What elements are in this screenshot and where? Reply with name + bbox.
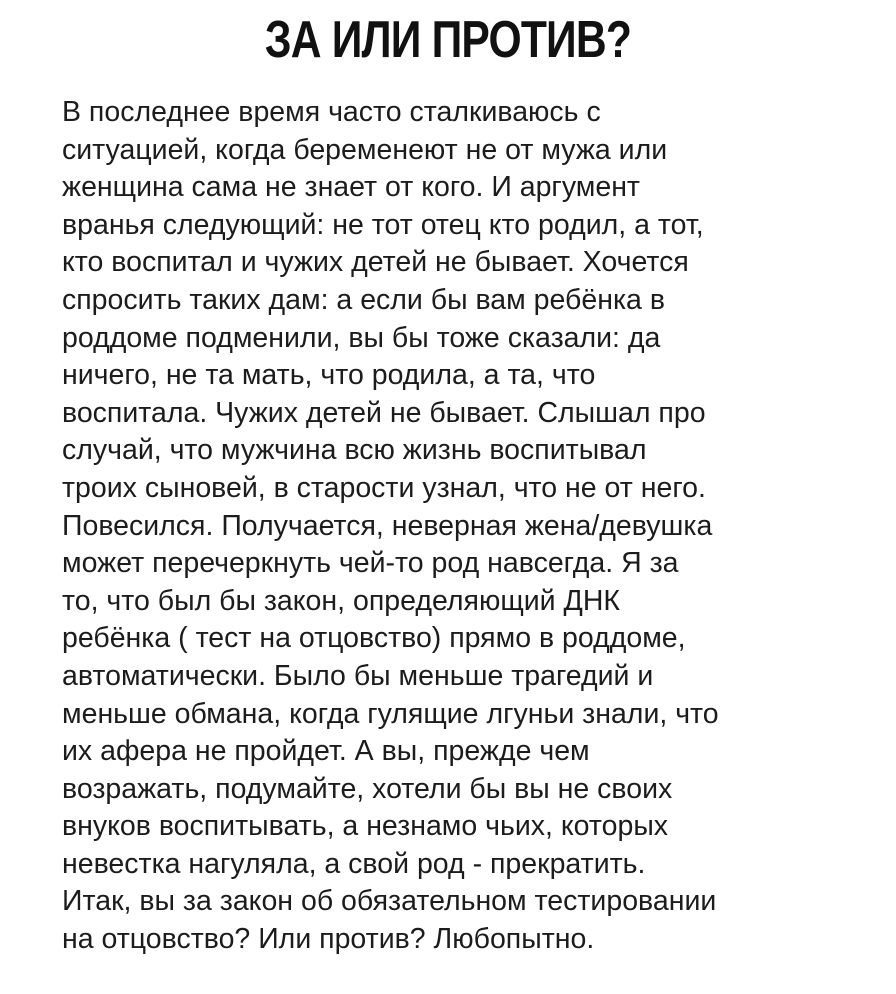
post-title: ЗА ИЛИ ПРОТИВ?	[264, 11, 632, 69]
body-line: меньше обмана, когда гулящие лгуньи знали, что	[62, 697, 719, 730]
body-line: возражать, подумайте, хотели бы вы не своих	[62, 772, 673, 805]
post-body	[62, 94, 862, 959]
body-line: автоматически. Было бы меньше трагедий и	[62, 659, 654, 692]
body-line: троих сыновей, в старости узнал, что не от него.	[62, 471, 706, 504]
body-line: спросить таких дам: а если бы вам ребёнка в	[62, 283, 665, 316]
body-line: Итак, вы за закон об обязательном тестировании	[62, 885, 717, 918]
body-line: вранья следующий: не тот отец кто родил, а тот,	[62, 208, 704, 241]
body-line: случай, что мужчина всю жизнь воспитывал	[62, 434, 647, 467]
body-line: Повесился. Получается, неверная жена/девушка	[62, 509, 713, 542]
body-line: ничего, не та мать, что родила, а та, что	[62, 359, 596, 392]
body-line: кто воспитал и чужих детей не бывает. Хочется	[62, 246, 689, 279]
body-line: может перечеркнуть чей-то род навсегда. Я за	[62, 547, 679, 580]
body-line: роддоме подменили, вы бы тоже сказали: да	[62, 321, 661, 354]
body-line: ситуацией, когда беременеют не от мужа или	[62, 133, 668, 166]
body-line: внуков воспитывать, а незнамо чьих, которых	[62, 810, 669, 843]
body-line: В последнее время часто сталкиваюсь с	[62, 96, 601, 128]
body-line: на отцовство? Или против? Любопытно.	[62, 923, 595, 956]
body-line: невестка нагуляла, а свой род - прекратить.	[62, 847, 646, 880]
body-line: ребёнка ( тест на отцовство) прямо в роддоме,	[62, 622, 686, 655]
body-line: женщина сама не знает от кого. И аргумент	[62, 171, 640, 204]
body-line: то, что был бы закон, определяющий ДНК	[62, 584, 621, 617]
body-line: воспитала. Чужих детей не бывает. Слышал про	[62, 396, 706, 429]
body-line: их афера не пройдет. А вы, прежде чем	[62, 735, 590, 768]
